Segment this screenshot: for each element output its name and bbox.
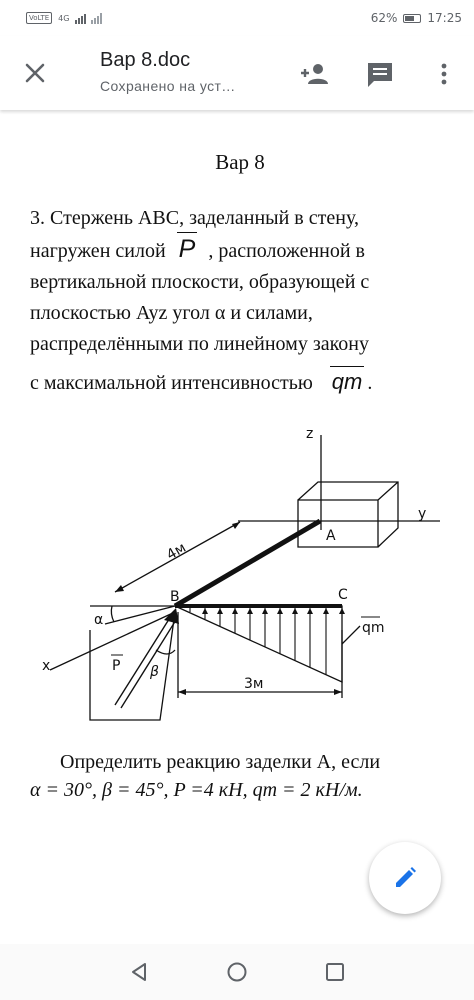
battery-icon xyxy=(403,14,421,23)
alpha-ref-line xyxy=(105,606,175,624)
problem-line-part: с максимальной интенсивностью xyxy=(30,372,313,394)
load-arrowhead xyxy=(339,608,345,614)
label-A: A xyxy=(326,528,336,544)
label-BC-length: 3м xyxy=(244,676,264,692)
label-z: z xyxy=(306,426,314,442)
battery-percent: 62% xyxy=(370,11,398,25)
conditions-line: α = 30°, β = 45°, P =4 кН, qm = 2 кН/м. xyxy=(30,779,363,801)
conditions-text xyxy=(30,748,450,804)
conditions-line: Определить реакцию заделки A, если xyxy=(60,751,381,773)
dim-arrowhead xyxy=(178,689,186,695)
status-right xyxy=(371,11,462,25)
signal-label: 4G xyxy=(58,13,70,23)
status-bar xyxy=(0,0,474,36)
rod-AB xyxy=(175,521,320,606)
close-icon[interactable] xyxy=(20,58,50,88)
home-circle-icon[interactable] xyxy=(226,961,248,983)
load-arrowhead xyxy=(217,608,223,614)
add-person-icon[interactable] xyxy=(298,58,330,90)
volte-icon: VoLTE xyxy=(26,12,52,24)
label-x: x xyxy=(42,658,51,674)
load-arrowhead xyxy=(307,608,313,614)
battery-fill xyxy=(405,16,414,21)
back-triangle-icon[interactable] xyxy=(128,961,150,983)
problem-line-part: нагружен силой xyxy=(30,240,166,262)
recents-square-icon[interactable] xyxy=(324,961,346,983)
problem-line-part: . xyxy=(367,372,373,394)
save-status: Сохранено на уст… xyxy=(100,78,236,94)
problem-line: плоскостью Ayz угол α и силами, xyxy=(30,302,313,324)
load-arrowhead xyxy=(232,608,238,614)
status-left xyxy=(26,12,105,24)
q-symbol-letter: qm xyxy=(331,369,363,394)
app-bar xyxy=(0,36,474,110)
force-symbol xyxy=(179,234,196,265)
problem-line-part: , расположенной в xyxy=(208,240,366,262)
load-arrowhead xyxy=(202,608,208,614)
force-symbol-letter: P xyxy=(178,235,196,263)
document-body xyxy=(30,150,450,399)
problem-line: вертикальной плоскости, образующей с xyxy=(30,271,370,293)
q-symbol xyxy=(332,366,363,397)
comment-icon[interactable] xyxy=(364,58,396,90)
signal-icon xyxy=(75,12,105,24)
distributed-load-triangle xyxy=(175,606,342,682)
label-alpha: α xyxy=(94,612,104,628)
problem-line xyxy=(30,366,450,399)
document-title: Вар 8.doc xyxy=(100,49,191,71)
label-q: qm xyxy=(362,620,385,636)
vertical-plane xyxy=(90,612,175,720)
load-arrowhead xyxy=(292,608,298,614)
dim-arrowhead xyxy=(115,585,124,592)
problem-line: 3. Стержень ABC, заделанный в стену, xyxy=(30,207,359,229)
dim-arrowhead xyxy=(232,522,240,529)
label-C: C xyxy=(338,587,348,603)
problem-line xyxy=(30,234,450,267)
load-arrowhead xyxy=(277,608,283,614)
beta-arc xyxy=(156,650,175,654)
label-P: P xyxy=(112,658,121,674)
q-pointer xyxy=(342,626,360,644)
wall-block xyxy=(298,482,398,547)
load-arrowhead xyxy=(262,608,268,614)
label-B: B xyxy=(170,589,180,605)
mechanics-diagram xyxy=(30,400,450,740)
alpha-arc xyxy=(111,606,114,622)
force-P-shaft xyxy=(115,616,171,705)
label-AB-length: 4м xyxy=(164,539,189,564)
problem-line: распределёнными по линейному закону xyxy=(30,333,370,355)
status-time: 17:25 xyxy=(427,11,462,25)
label-y: y xyxy=(418,506,427,522)
more-vert-icon[interactable] xyxy=(428,58,460,90)
document-heading: Вар 8 xyxy=(215,150,265,174)
navigation-bar xyxy=(0,944,474,1000)
edit-fab[interactable] xyxy=(369,842,441,914)
load-arrowhead xyxy=(247,608,253,614)
label-beta: β xyxy=(150,664,159,680)
edit-pencil-icon xyxy=(391,864,419,892)
problem-text xyxy=(30,203,450,399)
dim-arrowhead xyxy=(334,689,342,695)
load-arrowhead xyxy=(323,608,329,614)
